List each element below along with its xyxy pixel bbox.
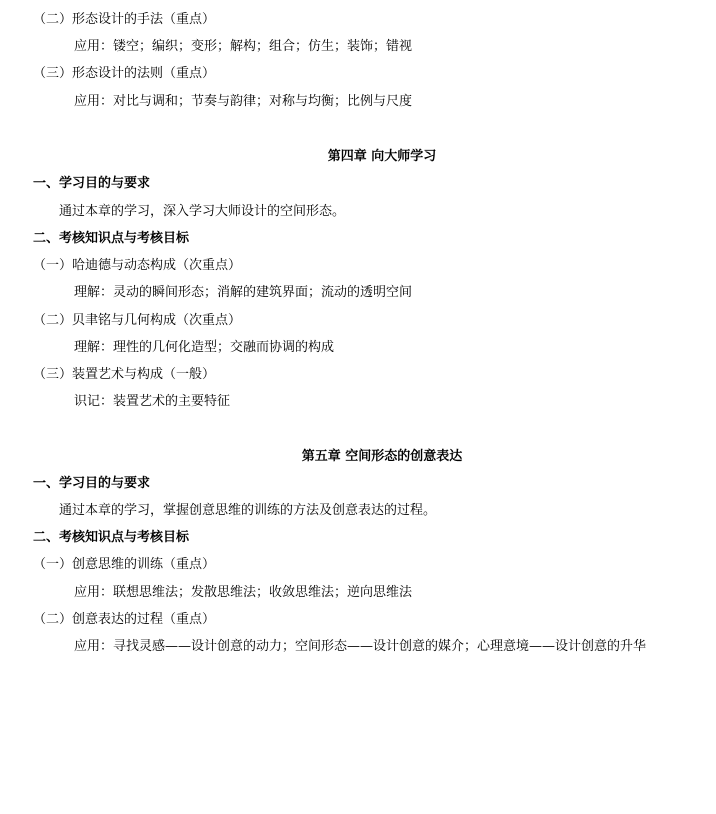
section-item-title: （三）形态设计的法则（重点） [33, 66, 216, 81]
chapter-title: 第五章 空间形态的创意表达 [301, 449, 463, 464]
goal-text: 通过本章的学习，深入学习大师设计的空间形态。 [59, 204, 346, 219]
goal-heading: 一、学习目的与要求 [33, 176, 151, 191]
exam-heading: 二、考核知识点与考核目标 [33, 231, 190, 246]
knowledge-item-detail: 理解：理性的几何化造型；交融而协调的构成 [74, 340, 335, 355]
knowledge-item-title: （二）创意表达的过程（重点） [33, 612, 216, 627]
section-item-title: （二）形态设计的手法（重点） [33, 12, 216, 27]
knowledge-item-title: （一）哈迪德与动态构成（次重点） [33, 258, 242, 273]
exam-heading: 二、考核知识点与考核目标 [33, 530, 190, 545]
knowledge-item-title: （三）装置艺术与构成（一般） [33, 367, 216, 382]
goal-heading: 一、学习目的与要求 [33, 476, 151, 491]
knowledge-item-detail: 理解：灵动的瞬间形态；消解的建筑界面；流动的透明空间 [74, 285, 413, 300]
knowledge-item-detail: 应用：联想思维法；发散思维法；收敛思维法；逆向思维法 [74, 585, 413, 600]
section-item-detail: 应用：对比与调和；节奏与韵律；对称与均衡；比例与尺度 [74, 94, 413, 109]
knowledge-item-detail: 识记：装置艺术的主要特征 [74, 394, 231, 409]
goal-text: 通过本章的学习，掌握创意思维的训练的方法及创意表达的过程。 [59, 503, 437, 518]
knowledge-item-title: （二）贝聿铭与几何构成（次重点） [33, 313, 242, 328]
chapter-title: 第四章 向大师学习 [327, 149, 437, 164]
knowledge-item-detail: 应用：寻找灵感——设计创意的动力；空间形态——设计创意的媒介；心理意境——设计创意的升华 [74, 639, 647, 654]
knowledge-item-title: （一）创意思维的训练（重点） [33, 557, 216, 572]
section-item-detail: 应用：镂空；编织；变形；解构；组合；仿生；装饰；错视 [74, 39, 413, 54]
